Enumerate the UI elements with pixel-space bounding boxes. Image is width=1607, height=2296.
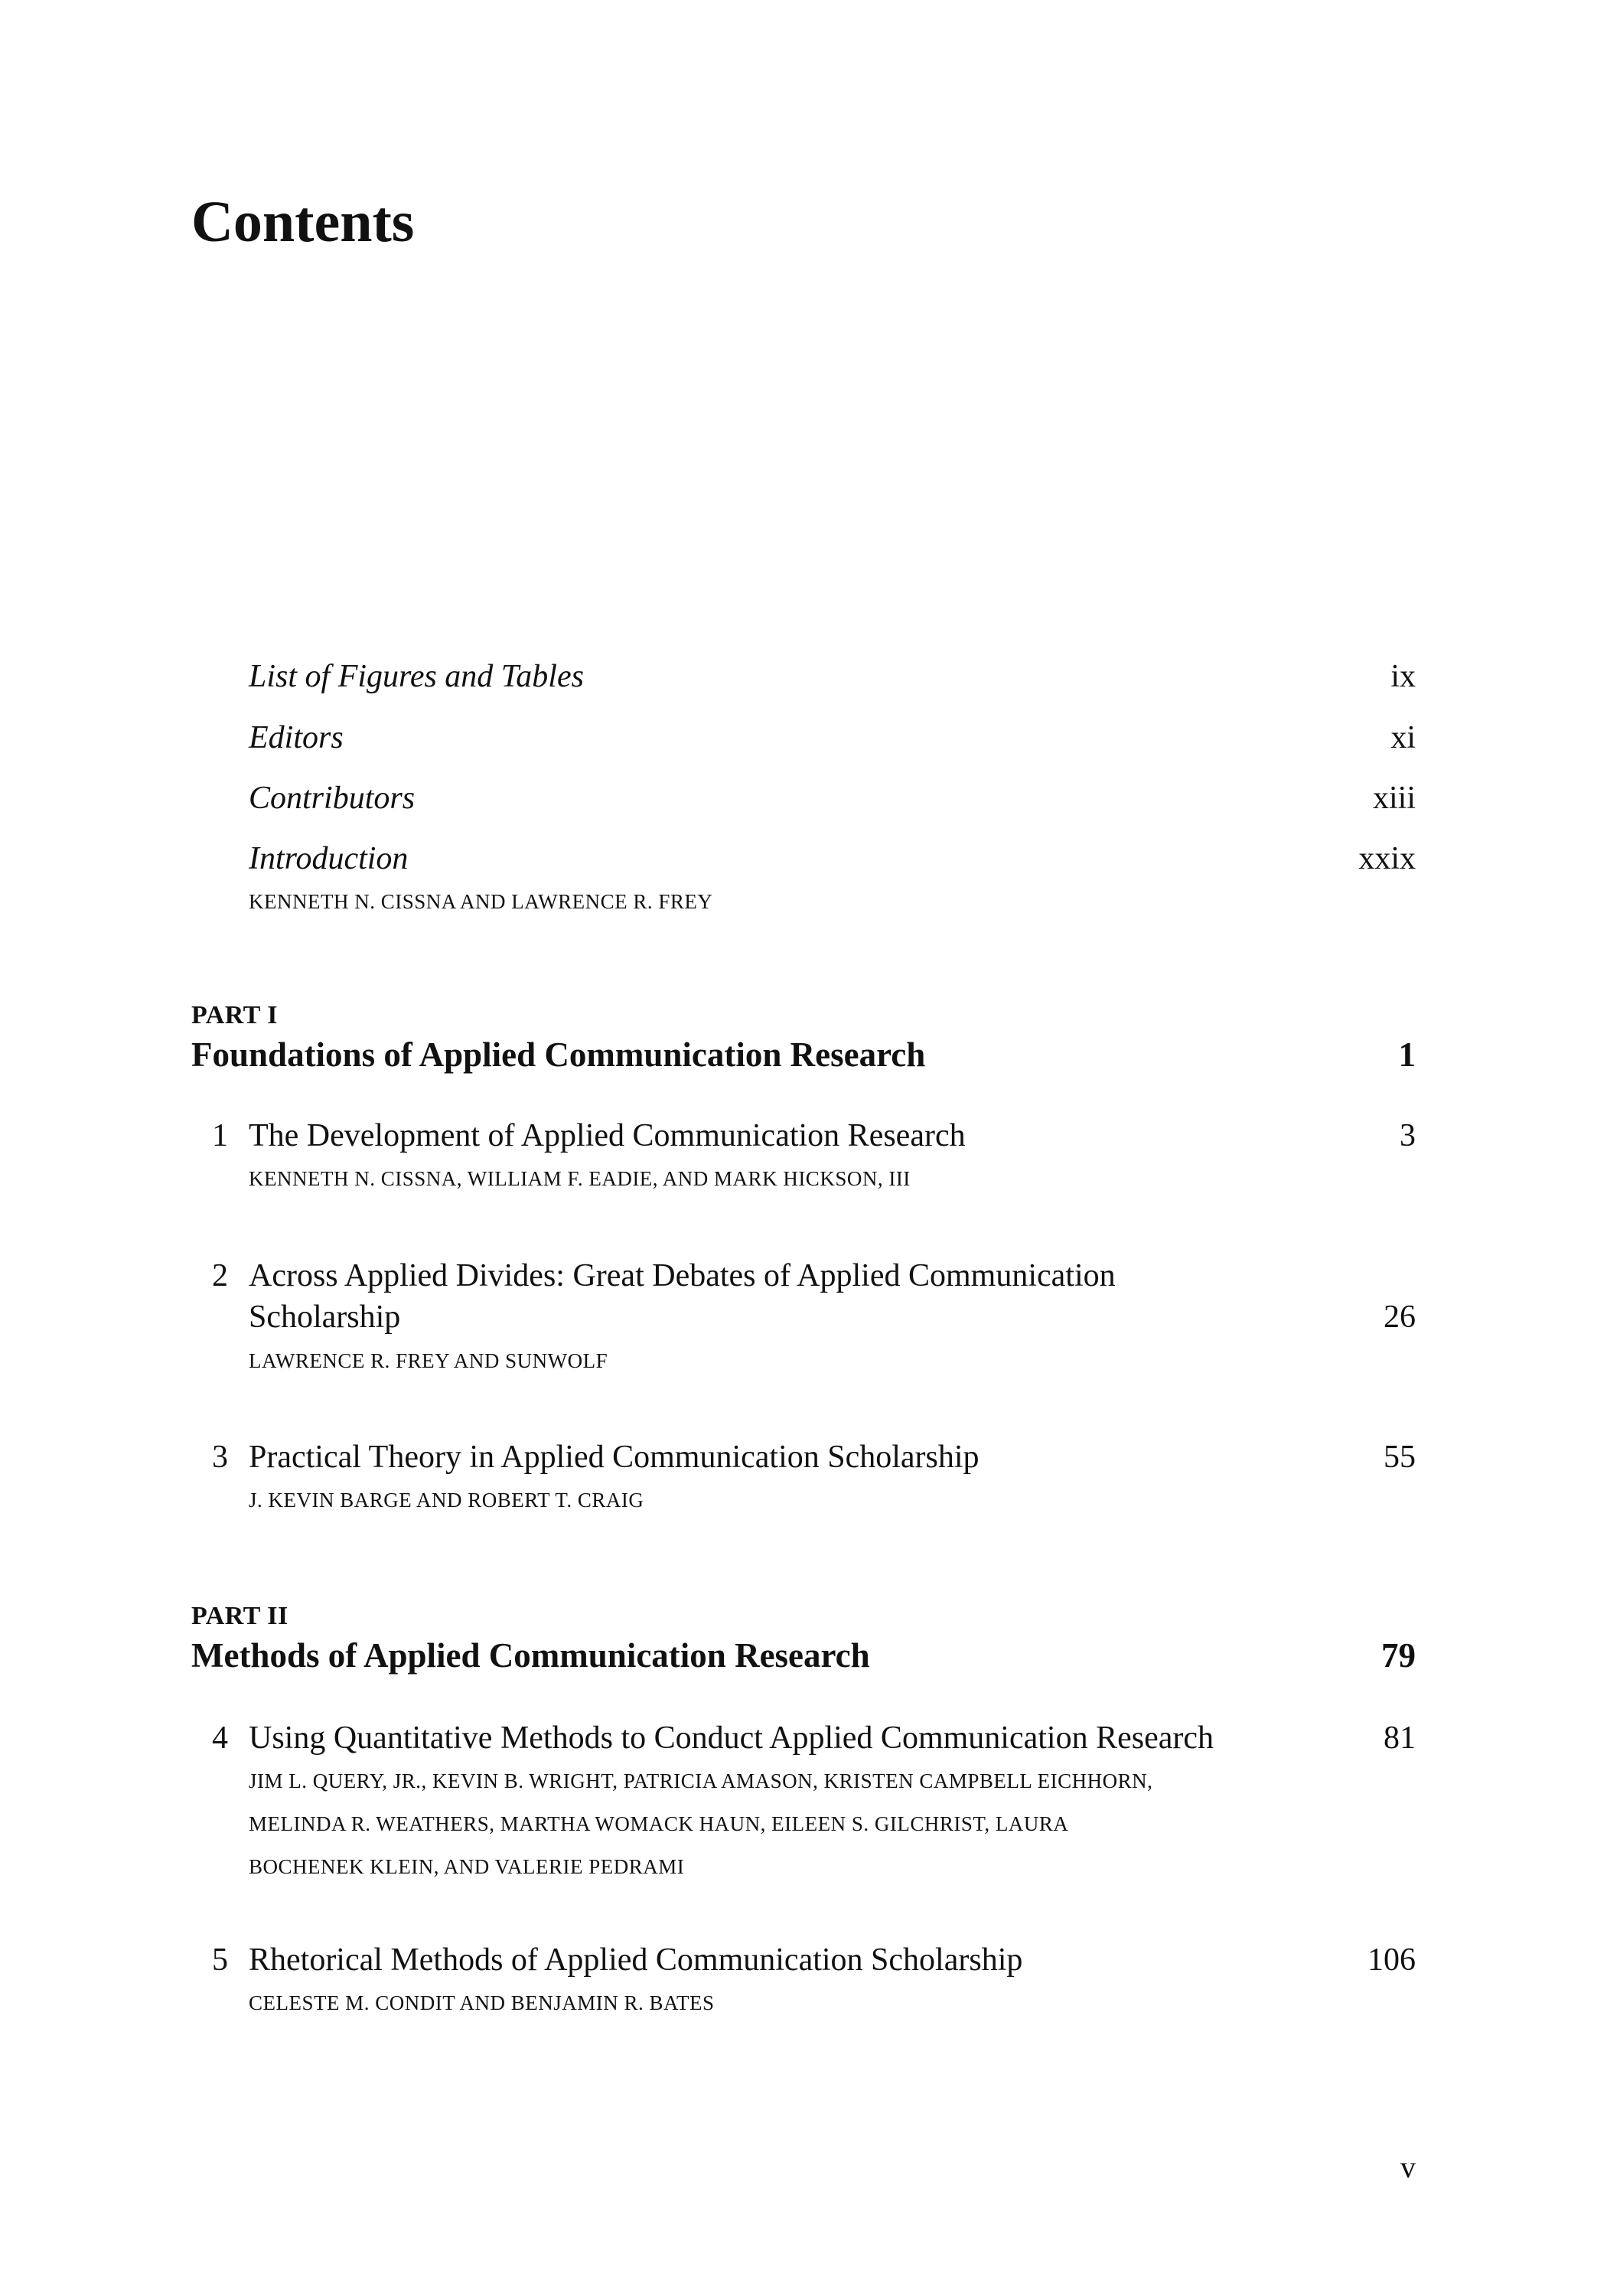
table-of-contents xyxy=(191,0,1416,2296)
chapter-page: 26 xyxy=(1384,1300,1416,1335)
chapter-number: 4 xyxy=(212,1720,228,1756)
chapter-authors-line: BOCHENEK KLEIN, AND VALERIE PEDRAMI xyxy=(249,1855,685,1878)
chapter-title: Rhetorical Methods of Applied Communication Scholarship xyxy=(249,1942,1023,1978)
chapter-number: 3 xyxy=(212,1440,228,1475)
chapter-title: Practical Theory in Applied Communication Scholarship xyxy=(249,1440,980,1475)
chapter-page: 3 xyxy=(1400,1118,1416,1153)
entry-page: ix xyxy=(1390,659,1416,694)
chapter-title: The Development of Applied Communication Research xyxy=(249,1118,966,1153)
chapter-authors-line: MELINDA R. WEATHERS, MARTHA WOMACK HAUN, EILEEN S. GILCHRIST, LAURA xyxy=(249,1812,1069,1835)
entry-title: Introduction xyxy=(249,841,409,876)
entry-title: Editors xyxy=(249,720,344,755)
chapter-authors: LAWRENCE R. FREY AND SUNWOLF xyxy=(249,1349,608,1372)
part-label: PART I xyxy=(191,1001,278,1029)
entry-authors: KENNETH N. CISSNA AND LAWRENCE R. FREY xyxy=(249,890,713,913)
chapter-page: 81 xyxy=(1384,1720,1416,1756)
part-title: Foundations of Applied Communication Research xyxy=(191,1035,926,1074)
chapter-title-line-1: Across Applied Divides: Great Debates of Applied Communication xyxy=(249,1258,1116,1293)
chapter-title-line-2: Scholarship xyxy=(249,1300,401,1335)
part-title: Methods of Applied Communication Research xyxy=(191,1636,870,1675)
page-folio: v xyxy=(1400,2150,1416,2184)
chapter-authors: KENNETH N. CISSNA, WILLIAM F. EADIE, AND MARK HICKSON, III xyxy=(249,1167,911,1190)
entry-title: Contributors xyxy=(249,781,416,816)
chapter-authors-line: JIM L. QUERY, JR., KEVIN B. WRIGHT, PATRICIA AMASON, KRISTEN CAMPBELL EICHHORN, xyxy=(249,1769,1153,1792)
entry-title: List of Figures and Tables xyxy=(249,659,584,694)
chapter-number: 2 xyxy=(212,1258,228,1293)
entry-page: xxix xyxy=(1358,841,1416,876)
chapter-number: 1 xyxy=(212,1118,228,1153)
chapter-title: Using Quantitative Methods to Conduct Applied Communication Research xyxy=(249,1720,1214,1756)
entry-page: xi xyxy=(1390,720,1416,755)
part-page: 79 xyxy=(1381,1636,1416,1675)
page-title: Contents xyxy=(191,190,415,254)
chapter-page: 106 xyxy=(1367,1942,1416,1978)
chapter-authors: J. KEVIN BARGE AND ROBERT T. CRAIG xyxy=(249,1489,644,1512)
chapter-number: 5 xyxy=(212,1942,228,1978)
chapter-authors: CELESTE M. CONDIT AND BENJAMIN R. BATES xyxy=(249,1991,715,2014)
chapter-page: 55 xyxy=(1384,1440,1416,1475)
entry-page: xiii xyxy=(1372,781,1416,816)
part-label: PART II xyxy=(191,1602,288,1630)
part-page: 1 xyxy=(1398,1035,1416,1074)
